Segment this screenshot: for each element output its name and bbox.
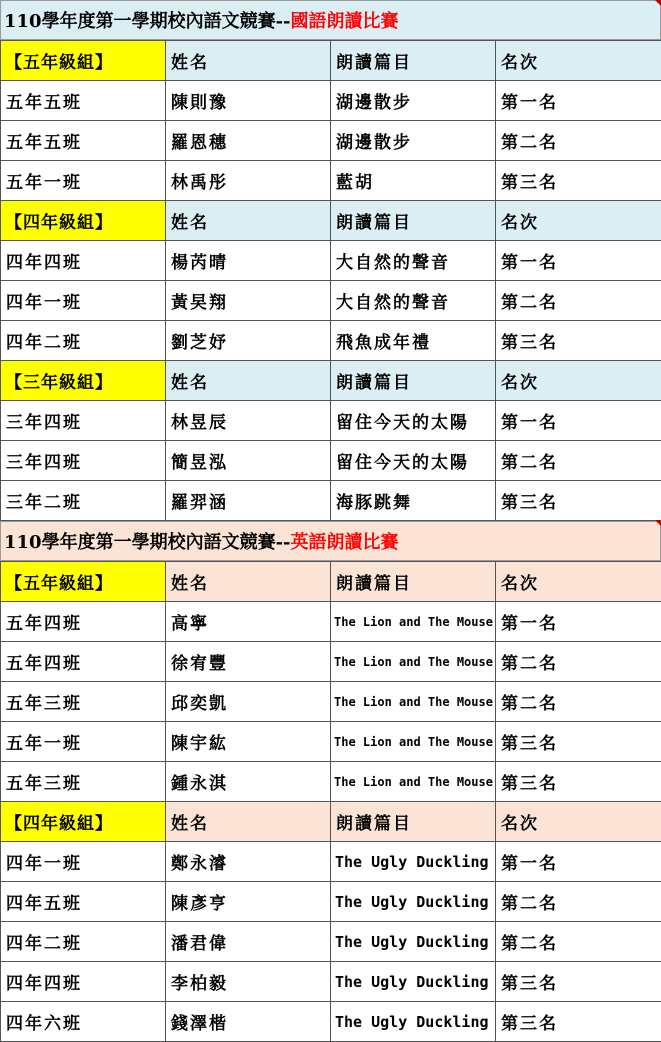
piece-cell: The Ugly Duckling [331, 922, 496, 962]
title-accent: 國語朗讀比賽 [291, 7, 399, 33]
table-row [1, 401, 661, 441]
name-cell: 劉芝妤 [166, 321, 331, 361]
piece-cell: The Lion and The Mouse [331, 642, 496, 682]
piece-cell: The Ugly Duckling [331, 842, 496, 882]
rank-cell: 第三名 [496, 762, 661, 802]
class-cell: 四年四班 [1, 241, 166, 281]
piece-cell: The Ugly Duckling [331, 882, 496, 922]
piece-cell: The Lion and The Mouse [331, 602, 496, 642]
rank-cell: 第一名 [496, 81, 661, 121]
rank-cell: 第三名 [496, 1002, 661, 1042]
class-cell: 四年六班 [1, 1002, 166, 1042]
name-cell: 陳彥亨 [166, 882, 331, 922]
name-cell: 簡昱泓 [166, 441, 331, 481]
name-cell: 羅恩穗 [166, 121, 331, 161]
table-row [1, 1002, 661, 1042]
class-cell: 五年一班 [1, 722, 166, 762]
column-header-name: 姓名 [166, 201, 331, 241]
table-row [1, 121, 661, 161]
rank-cell: 第三名 [496, 161, 661, 201]
rank-cell: 第二名 [496, 642, 661, 682]
class-cell: 四年二班 [1, 922, 166, 962]
name-cell: 楊芮晴 [166, 241, 331, 281]
piece-cell: 湖邊散步 [331, 121, 496, 161]
table-row [1, 842, 661, 882]
name-cell: 徐宥豐 [166, 642, 331, 682]
table-row [1, 161, 661, 201]
class-cell: 三年四班 [1, 401, 166, 441]
column-header-rank: 名次 [496, 802, 661, 842]
column-header-rank: 名次 [496, 41, 661, 81]
rank-cell: 第一名 [496, 241, 661, 281]
name-cell: 李柏毅 [166, 962, 331, 1002]
piece-cell: The Lion and The Mouse [331, 682, 496, 722]
name-cell: 林禹彤 [166, 161, 331, 201]
group-label: 【四年級組】 [1, 201, 166, 241]
group-label: 【五年級組】 [1, 562, 166, 602]
comment-marker [655, 520, 661, 526]
rank-cell: 第二名 [496, 922, 661, 962]
table-row [1, 962, 661, 1002]
group-header-row [1, 802, 661, 842]
rank-cell: 第三名 [496, 321, 661, 361]
mandarin-section-title [0, 0, 661, 40]
piece-cell: The Lion and The Mouse [331, 762, 496, 802]
name-cell: 錢澤楷 [166, 1002, 331, 1042]
column-header-piece: 朗讀篇目 [331, 201, 496, 241]
rank-cell: 第三名 [496, 962, 661, 1002]
class-cell: 三年四班 [1, 441, 166, 481]
table-row [1, 642, 661, 682]
table-row [1, 762, 661, 802]
title-prefix: 110學年度第一學期校內語文競賽-- [4, 528, 291, 554]
column-header-name: 姓名 [166, 41, 331, 81]
name-cell: 邱奕凱 [166, 682, 331, 722]
rank-cell: 第二名 [496, 441, 661, 481]
piece-cell: 大自然的聲音 [331, 281, 496, 321]
column-header-piece: 朗讀篇目 [331, 361, 496, 401]
column-header-piece: 朗讀篇目 [331, 41, 496, 81]
english-section-title [0, 521, 661, 561]
name-cell: 黃旲翔 [166, 281, 331, 321]
piece-cell: The Ugly Duckling [331, 962, 496, 1002]
piece-cell: The Lion and The Mouse [331, 722, 496, 762]
rank-cell: 第一名 [496, 842, 661, 882]
name-cell: 鄭永濬 [166, 842, 331, 882]
english-results-table [0, 561, 661, 1042]
rank-cell: 第三名 [496, 481, 661, 521]
name-cell: 林昱辰 [166, 401, 331, 441]
table-row [1, 722, 661, 762]
name-cell: 高寧 [166, 602, 331, 642]
rank-cell: 第二名 [496, 882, 661, 922]
table-row [1, 241, 661, 281]
piece-cell: 湖邊散步 [331, 81, 496, 121]
name-cell: 鍾永淇 [166, 762, 331, 802]
group-header-row [1, 201, 661, 241]
rank-cell: 第二名 [496, 281, 661, 321]
title-prefix: 110學年度第一學期校內語文競賽-- [4, 7, 291, 33]
group-label: 【三年級組】 [1, 361, 166, 401]
column-header-name: 姓名 [166, 562, 331, 602]
column-header-piece: 朗讀篇目 [331, 562, 496, 602]
table-row [1, 441, 661, 481]
class-cell: 五年五班 [1, 81, 166, 121]
mandarin-results-table [0, 40, 661, 521]
table-row [1, 922, 661, 962]
name-cell: 陳則豫 [166, 81, 331, 121]
title-accent: 英語朗讀比賽 [291, 528, 399, 554]
rank-cell: 第二名 [496, 121, 661, 161]
comment-marker [655, 0, 661, 6]
piece-cell: 大自然的聲音 [331, 241, 496, 281]
group-label: 【五年級組】 [1, 41, 166, 81]
column-header-name: 姓名 [166, 802, 331, 842]
group-header-row [1, 562, 661, 602]
class-cell: 三年二班 [1, 481, 166, 521]
column-header-piece: 朗讀篇目 [331, 802, 496, 842]
rank-cell: 第二名 [496, 682, 661, 722]
table-row [1, 281, 661, 321]
class-cell: 四年二班 [1, 321, 166, 361]
class-cell: 五年四班 [1, 642, 166, 682]
piece-cell: 飛魚成年禮 [331, 321, 496, 361]
name-cell: 陳宇紘 [166, 722, 331, 762]
class-cell: 五年五班 [1, 121, 166, 161]
table-row [1, 682, 661, 722]
class-cell: 四年一班 [1, 842, 166, 882]
piece-cell: 藍胡 [331, 161, 496, 201]
rank-cell: 第一名 [496, 401, 661, 441]
group-header-row [1, 361, 661, 401]
column-header-rank: 名次 [496, 562, 661, 602]
piece-cell: 留住今天的太陽 [331, 441, 496, 481]
piece-cell: 留住今天的太陽 [331, 401, 496, 441]
class-cell: 五年四班 [1, 602, 166, 642]
name-cell: 羅羿涵 [166, 481, 331, 521]
class-cell: 四年四班 [1, 962, 166, 1002]
table-row [1, 882, 661, 922]
class-cell: 五年一班 [1, 161, 166, 201]
column-header-rank: 名次 [496, 361, 661, 401]
piece-cell: 海豚跳舞 [331, 481, 496, 521]
table-row [1, 321, 661, 361]
name-cell: 潘君偉 [166, 922, 331, 962]
class-cell: 五年三班 [1, 762, 166, 802]
group-label: 【四年級組】 [1, 802, 166, 842]
piece-cell: The Ugly Duckling [331, 1002, 496, 1042]
table-row [1, 602, 661, 642]
class-cell: 五年三班 [1, 682, 166, 722]
rank-cell: 第三名 [496, 722, 661, 762]
rank-cell: 第一名 [496, 602, 661, 642]
column-header-name: 姓名 [166, 361, 331, 401]
group-header-row [1, 41, 661, 81]
class-cell: 四年一班 [1, 281, 166, 321]
class-cell: 四年五班 [1, 882, 166, 922]
table-row [1, 81, 661, 121]
table-row [1, 481, 661, 521]
column-header-rank: 名次 [496, 201, 661, 241]
